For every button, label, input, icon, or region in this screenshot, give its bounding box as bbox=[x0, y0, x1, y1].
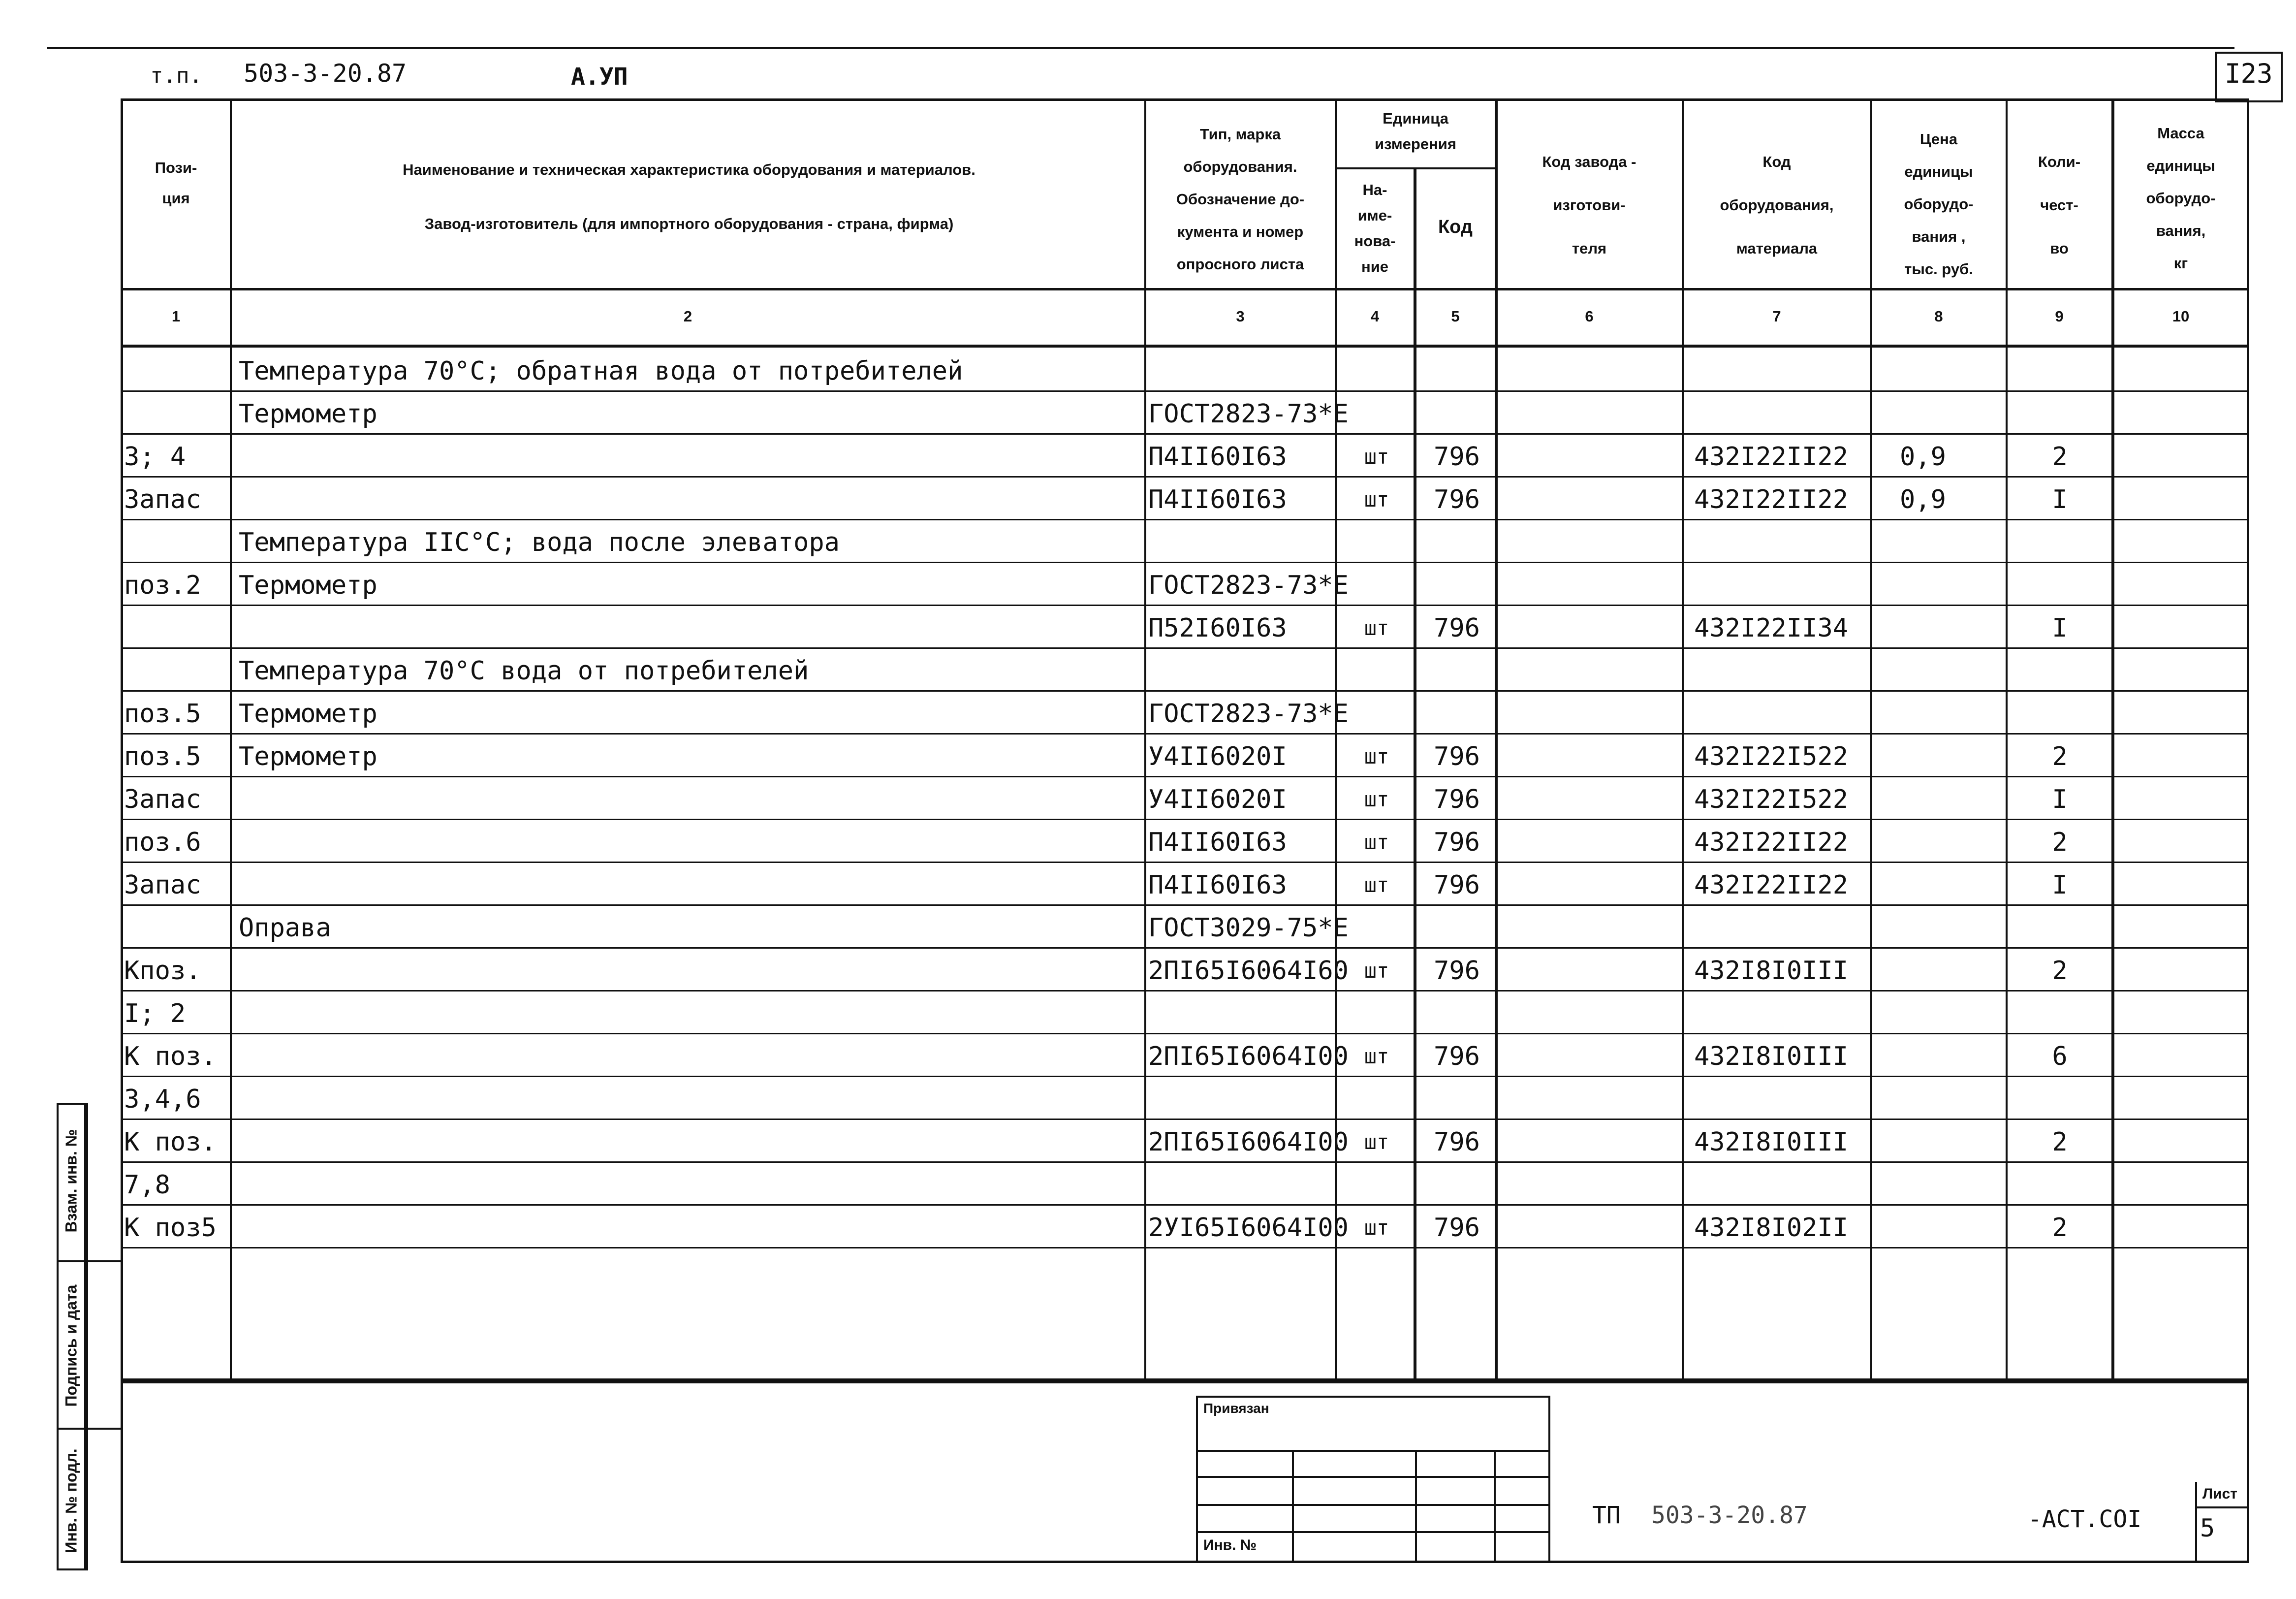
row-unit: шт bbox=[1364, 830, 1389, 854]
row-type: П4II60I63 bbox=[1148, 485, 1287, 514]
col-line bbox=[1495, 98, 1498, 1383]
row-quantity: I bbox=[2052, 613, 2068, 643]
row-quantity: I bbox=[2052, 785, 2068, 814]
row-type: П4II60I63 bbox=[1148, 442, 1287, 472]
header-col5: Код bbox=[1438, 217, 1473, 237]
side-strip-div bbox=[86, 1103, 88, 1570]
header-col8: Цена единицы оборудо- вания , тыс. руб. bbox=[1904, 130, 1974, 278]
row-type: П4II60I63 bbox=[1148, 870, 1287, 900]
row-equipment-code: 432I22I522 bbox=[1694, 742, 1849, 771]
row-type: 2ПI65I6064I00 bbox=[1148, 1042, 1349, 1071]
row-quantity: 2 bbox=[2052, 956, 2068, 986]
row-divider bbox=[121, 862, 2249, 863]
album-label: А.УП bbox=[571, 63, 628, 91]
row-equipment-code: 432I22I522 bbox=[1694, 785, 1849, 814]
row-equipment-code: 432I8I0III bbox=[1694, 1127, 1849, 1157]
row-code: 796 bbox=[1434, 485, 1480, 514]
row-equipment-code: 432I22II22 bbox=[1694, 485, 1849, 514]
row-code: 796 bbox=[1434, 1042, 1480, 1071]
row-position: 3,4,6 bbox=[124, 1085, 201, 1114]
colnum-10: 10 bbox=[2172, 308, 2190, 325]
row-divider bbox=[121, 1119, 2249, 1120]
col-line bbox=[1335, 98, 1337, 1383]
row-name: Оправа bbox=[239, 913, 331, 943]
row-unit: шт bbox=[1364, 1044, 1389, 1068]
row-divider bbox=[121, 605, 2249, 606]
row-type: П4II60I63 bbox=[1148, 828, 1287, 857]
row-quantity: 2 bbox=[2052, 442, 2068, 472]
row-equipment-code: 432I22II22 bbox=[1694, 442, 1849, 472]
row-divider bbox=[121, 990, 2249, 991]
row-quantity: 2 bbox=[2052, 828, 2068, 857]
header-bottom-line bbox=[121, 288, 2249, 290]
header-col7: Код оборудования, материала bbox=[1720, 153, 1834, 257]
col-line bbox=[2006, 98, 2008, 1383]
row-position: 3; 4 bbox=[124, 442, 186, 472]
colnum-4: 4 bbox=[1370, 308, 1380, 325]
row-equipment-code: 432I8I0III bbox=[1694, 956, 1849, 986]
doc-code-prefix: ТП bbox=[1592, 1502, 1621, 1529]
row-code: 796 bbox=[1434, 1213, 1480, 1243]
stamp-vline bbox=[1415, 1450, 1417, 1563]
row-unit: шт bbox=[1364, 445, 1389, 469]
row-divider bbox=[121, 733, 2249, 735]
colnum-6: 6 bbox=[1585, 308, 1594, 325]
row-code: 796 bbox=[1434, 1127, 1480, 1157]
row-name: Температура 70°C вода от потребителей bbox=[239, 656, 809, 686]
doc-code: 503-3-20.87 bbox=[1651, 1502, 1808, 1529]
row-code: 796 bbox=[1434, 442, 1480, 472]
row-equipment-code: 432I22II34 bbox=[1694, 613, 1849, 643]
page-number: I23 bbox=[2225, 58, 2273, 89]
header-col10: Масса единицы оборудо- вания, кг bbox=[2146, 125, 2216, 272]
side-label-inventory: Инв. № подл. bbox=[62, 1448, 80, 1553]
row-divider bbox=[121, 904, 2249, 906]
colnum-7: 7 bbox=[1772, 308, 1781, 325]
row-type: ГОСТ2823-73*Е bbox=[1148, 571, 1349, 600]
col-line bbox=[2111, 98, 2114, 1383]
row-divider bbox=[121, 1161, 2249, 1163]
top-rule bbox=[47, 47, 2234, 49]
project-code: 503-3-20.87 bbox=[244, 59, 407, 88]
row-unit: шт bbox=[1364, 959, 1389, 983]
row-position: поз.5 bbox=[124, 742, 201, 771]
row-code: 796 bbox=[1434, 613, 1480, 643]
row-equipment-code: 432I8I0III bbox=[1694, 1042, 1849, 1071]
stamp-vline bbox=[1292, 1450, 1294, 1563]
numbers-bottom-line bbox=[121, 345, 2249, 348]
row-unit: шт bbox=[1364, 616, 1389, 640]
stamp-line bbox=[1196, 1531, 1550, 1533]
row-type: 2УI65I6064I00 bbox=[1148, 1213, 1349, 1243]
stamp-line bbox=[1196, 1450, 1550, 1452]
row-name: Термометр bbox=[239, 399, 377, 429]
row-type: 2ПI65I6064I00 bbox=[1148, 1127, 1349, 1157]
colnum-8: 8 bbox=[1934, 308, 1943, 325]
row-position: К поз. bbox=[124, 1042, 217, 1071]
row-divider bbox=[121, 1204, 2249, 1206]
row-divider bbox=[121, 1033, 2249, 1034]
row-code: 796 bbox=[1434, 785, 1480, 814]
unit-group-line bbox=[1335, 167, 1496, 169]
col-line bbox=[1144, 98, 1146, 1383]
colnum-3: 3 bbox=[1236, 308, 1245, 325]
row-name: Температура 70°C; обратная вода от потребителей bbox=[239, 356, 963, 386]
row-unit: шт bbox=[1364, 1130, 1389, 1154]
row-divider bbox=[121, 947, 2249, 949]
row-divider bbox=[121, 690, 2249, 692]
row-divider bbox=[121, 390, 2249, 392]
row-unit: шт bbox=[1364, 787, 1389, 811]
row-position: I; 2 bbox=[124, 999, 186, 1028]
row-name: Термометр bbox=[239, 571, 377, 600]
row-quantity: I bbox=[2052, 485, 2068, 514]
row-name: Температура IIC°C; вода после элеватора bbox=[239, 528, 840, 557]
row-divider bbox=[121, 1247, 2249, 1248]
header-col4: На- име- нова- ние bbox=[1354, 181, 1396, 275]
row-code: 796 bbox=[1434, 828, 1480, 857]
stamp-vline bbox=[1494, 1450, 1496, 1563]
row-type: ГОСТ3029-75*Е bbox=[1148, 913, 1349, 943]
row-divider bbox=[121, 819, 2249, 820]
row-quantity: 2 bbox=[2052, 1127, 2068, 1157]
row-position: поз.6 bbox=[124, 828, 201, 857]
row-type: У4II6020I bbox=[1148, 785, 1287, 814]
header-col9: Коли- чест- во bbox=[2038, 153, 2081, 257]
row-equipment-code: 432I22II22 bbox=[1694, 828, 1849, 857]
row-unit: шт bbox=[1364, 487, 1389, 512]
stamp-inv-label: Инв. № bbox=[1203, 1537, 1257, 1553]
sheet-label: Лист bbox=[2202, 1486, 2237, 1502]
tp-label: т.п. bbox=[150, 63, 202, 88]
side-label-replace: Взам. инв. № bbox=[62, 1129, 80, 1233]
stamp-bound-label: Привязан bbox=[1203, 1401, 1269, 1416]
row-name: Термометр bbox=[239, 699, 377, 729]
row-divider bbox=[121, 476, 2249, 478]
row-type: П52I60I63 bbox=[1148, 613, 1287, 643]
side-label-signature: Подпись и дата bbox=[62, 1284, 80, 1407]
row-divider bbox=[121, 776, 2249, 777]
colnum-5: 5 bbox=[1451, 308, 1460, 325]
row-price: 0,9 bbox=[1900, 442, 1946, 472]
row-quantity: 2 bbox=[2052, 1213, 2068, 1243]
header-unit-group: Единица измерения bbox=[1375, 110, 1456, 153]
row-quantity: 2 bbox=[2052, 742, 2068, 771]
colnum-2: 2 bbox=[683, 308, 692, 325]
row-position: Запас bbox=[124, 785, 201, 814]
row-position: К поз. bbox=[124, 1127, 217, 1157]
row-equipment-code: 432I8I02II bbox=[1694, 1213, 1849, 1243]
row-divider bbox=[121, 647, 2249, 649]
header-col1: Пози- ция bbox=[155, 159, 197, 207]
row-type: ГОСТ2823-73*Е bbox=[1148, 699, 1349, 729]
table-frame bbox=[121, 98, 2249, 1383]
row-position: Запас bbox=[124, 485, 201, 514]
header-col3: Тип, марка оборудования. Обозначение до- кумента и номер опросного листа bbox=[1176, 126, 1305, 273]
row-code: 796 bbox=[1434, 870, 1480, 900]
row-name: Термометр bbox=[239, 742, 377, 771]
header-col6: Код завода - изготови- теля bbox=[1542, 153, 1636, 257]
colnum-1: 1 bbox=[171, 308, 181, 325]
row-unit: шт bbox=[1364, 1215, 1389, 1240]
row-quantity: 6 bbox=[2052, 1042, 2068, 1071]
header-col2: Наименование и техническая характеристика оборудования и материалов. Завод-изготовитель (для импортного оборудования - страна, фирма) bbox=[403, 161, 975, 232]
row-divider bbox=[121, 519, 2249, 520]
row-position: Запас bbox=[124, 870, 201, 900]
row-code: 796 bbox=[1434, 956, 1480, 986]
row-position: К поз5 bbox=[124, 1213, 217, 1243]
row-position: поз.2 bbox=[124, 571, 201, 600]
row-unit: шт bbox=[1364, 744, 1389, 768]
stamp-line bbox=[1196, 1476, 1550, 1478]
title-block-outer bbox=[121, 1378, 2249, 1563]
row-unit: шт bbox=[1364, 873, 1389, 897]
col-line bbox=[230, 98, 232, 1383]
row-code: 796 bbox=[1434, 742, 1480, 771]
row-quantity: I bbox=[2052, 870, 2068, 900]
row-type: У4II6020I bbox=[1148, 742, 1287, 771]
row-equipment-code: 432I22II22 bbox=[1694, 870, 1849, 900]
doc-suffix: -АСТ.COI bbox=[2028, 1505, 2142, 1533]
sheet-number: 5 bbox=[2200, 1514, 2215, 1542]
row-position: поз.5 bbox=[124, 699, 201, 729]
row-position: 7,8 bbox=[124, 1170, 170, 1200]
col-line bbox=[1414, 167, 1416, 1383]
row-position: Кпоз. bbox=[124, 956, 201, 986]
row-divider bbox=[121, 433, 2249, 435]
row-divider bbox=[121, 562, 2249, 563]
stamp-line bbox=[1196, 1504, 1550, 1506]
sheet-box-line bbox=[2195, 1506, 2249, 1508]
row-type: 2ПI65I6064I60 bbox=[1148, 956, 1349, 986]
colnum-9: 9 bbox=[2055, 308, 2064, 325]
row-price: 0,9 bbox=[1900, 485, 1946, 514]
col-line bbox=[1682, 98, 1684, 1383]
row-type: ГОСТ2823-73*Е bbox=[1148, 399, 1349, 429]
row-divider bbox=[121, 1076, 2249, 1077]
col-line bbox=[1870, 98, 1872, 1383]
